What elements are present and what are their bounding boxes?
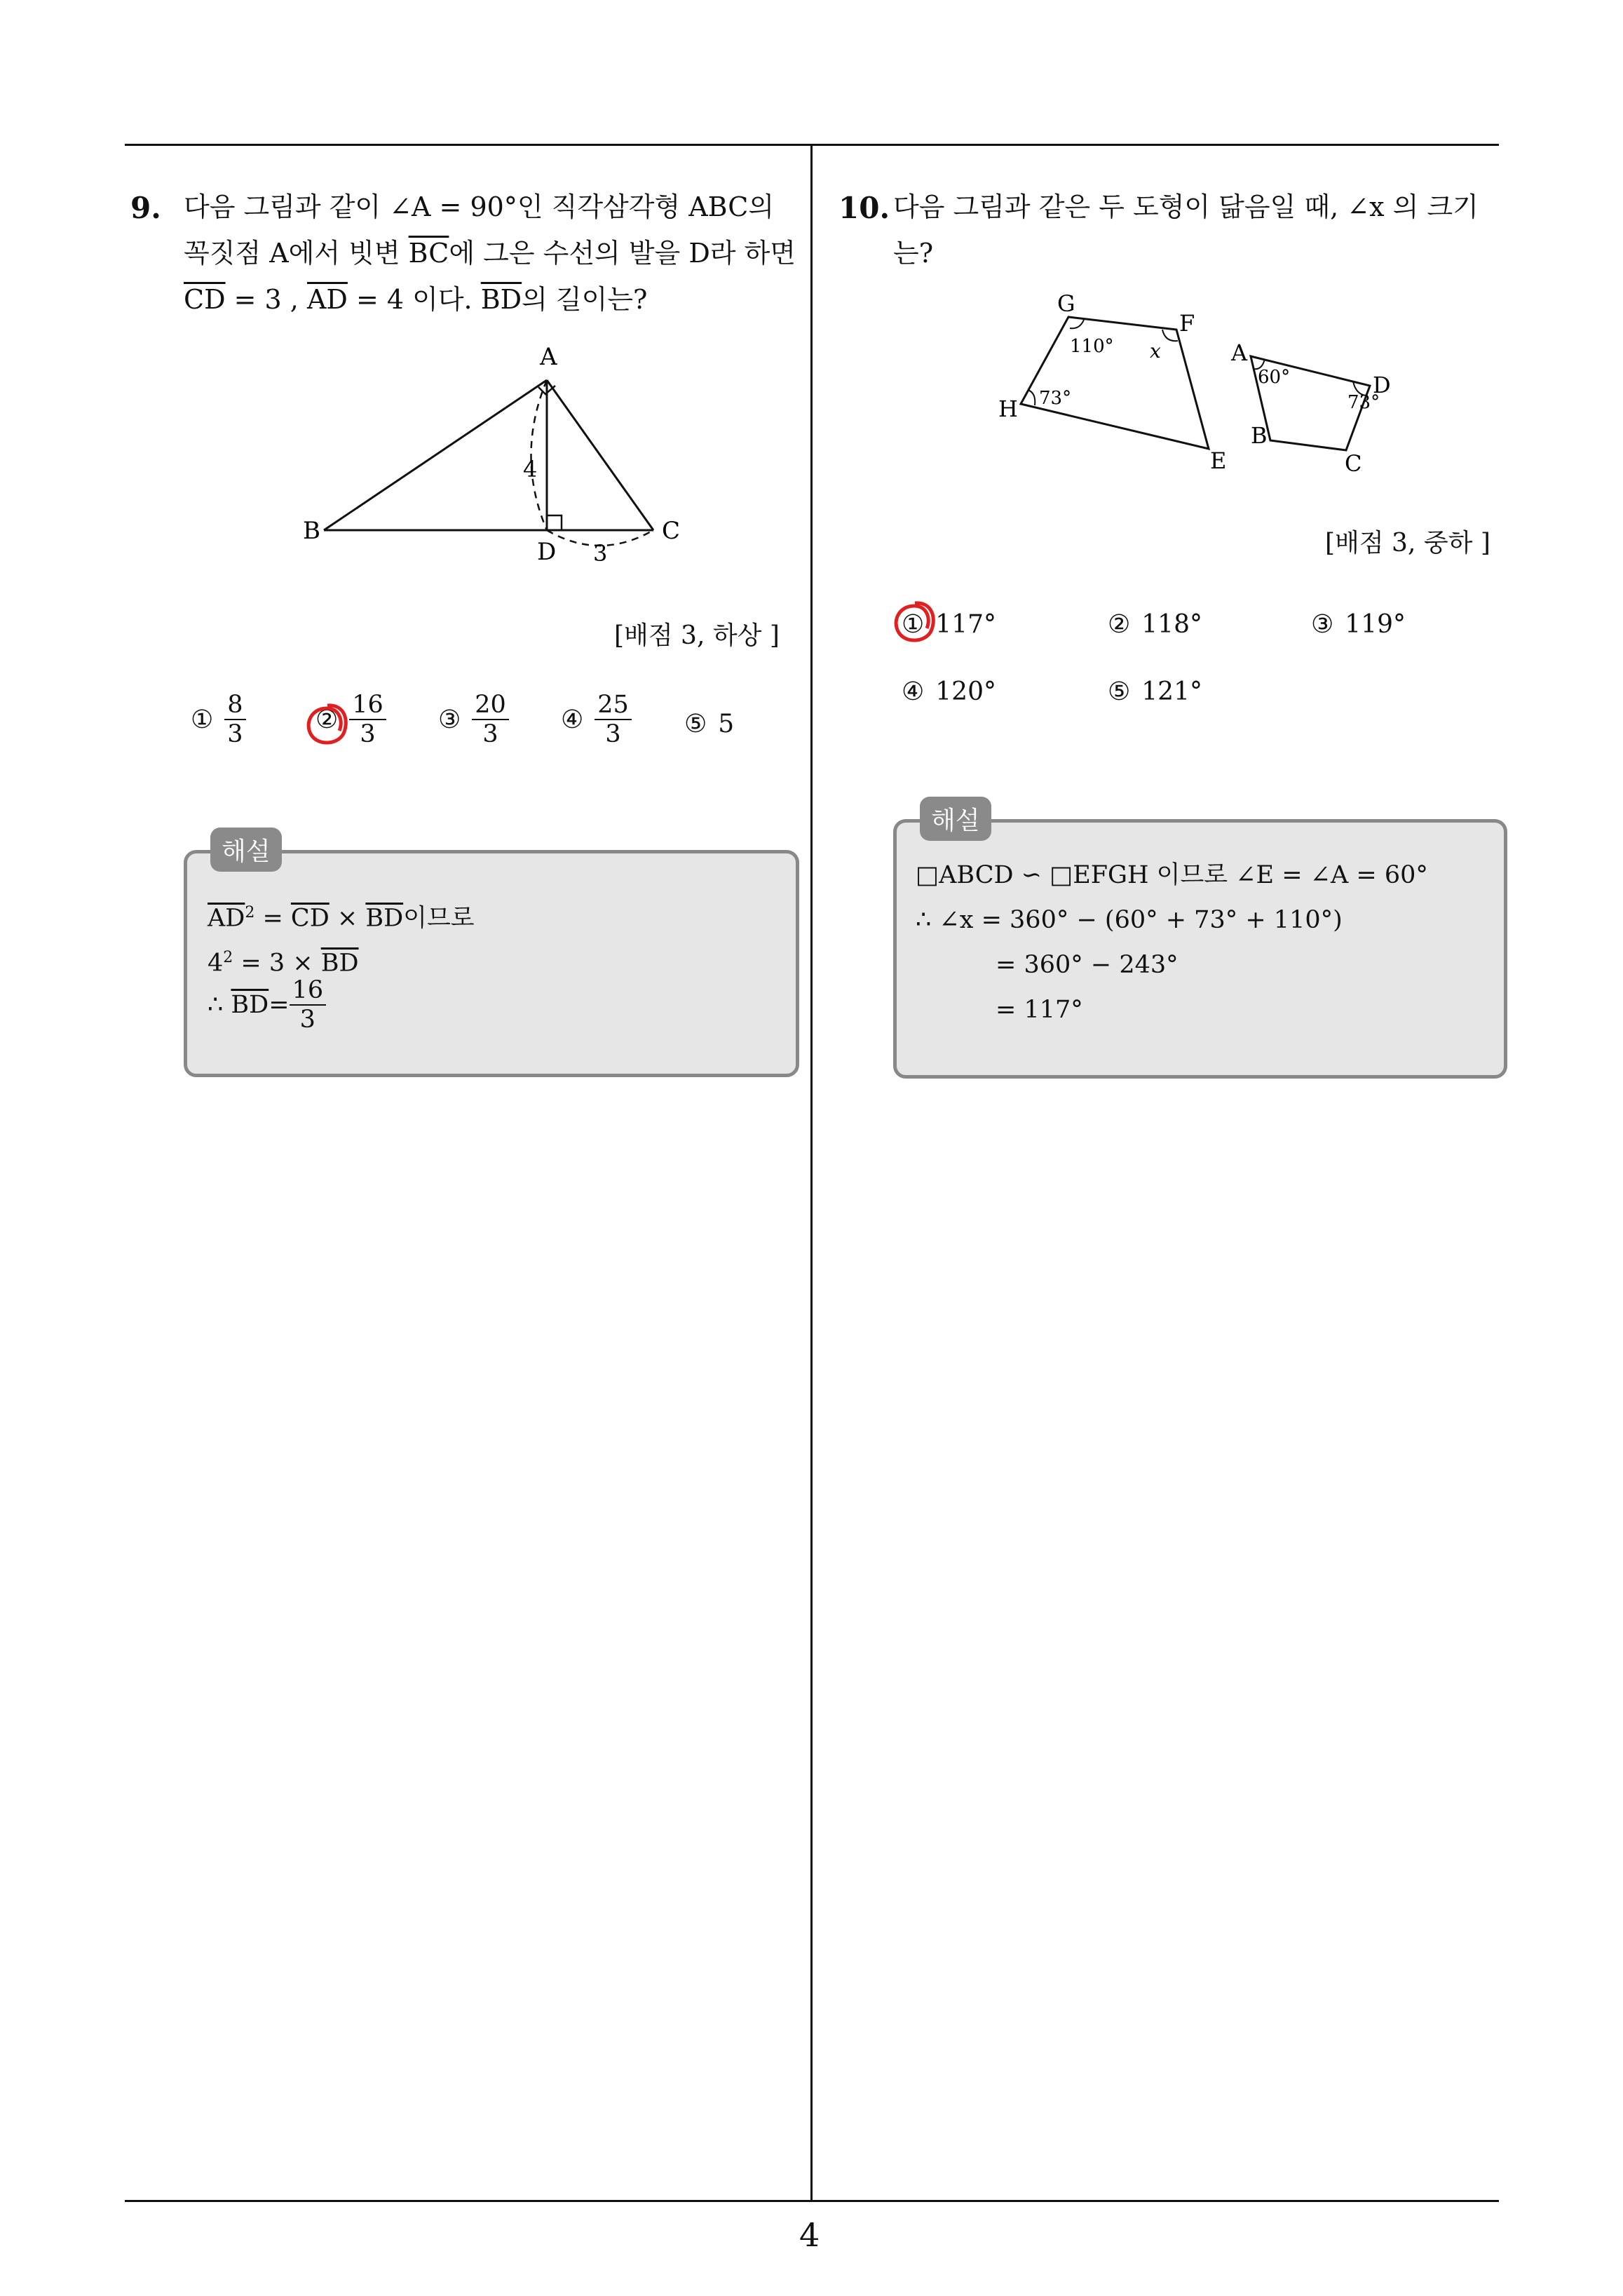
frac-den: 3 <box>605 720 621 748</box>
q9-line3 <box>184 276 801 323</box>
column-divider <box>810 144 813 2202</box>
q9-question <box>184 184 801 323</box>
choice-mark: ⑤ <box>684 710 707 738</box>
label-angle-h: 73° <box>1039 388 1072 409</box>
q9-choice-5[interactable] <box>684 710 734 738</box>
label-b: B <box>303 517 320 545</box>
choice-value: 5 <box>718 710 735 738</box>
q10-solution-tag: 해설 <box>920 797 991 841</box>
q9-solution-line3 <box>208 976 326 1034</box>
q9-answer-circle-mark <box>303 700 352 749</box>
q9-line2 <box>184 230 801 276</box>
label-e: E <box>1210 447 1227 474</box>
sol-bd: $\overline{BD}$ <box>231 991 269 1019</box>
q9-line3-c: 의 길이는? <box>522 284 648 315</box>
side-ac <box>547 380 653 530</box>
choice-mark: ② <box>315 705 339 734</box>
frac-num: 20 <box>472 691 509 720</box>
q9-choice-3[interactable] <box>438 691 509 748</box>
label-angle-d: 73° <box>1347 392 1380 413</box>
label-d: D <box>537 538 557 566</box>
sol-therefore: ∴ <box>208 991 224 1019</box>
frac-num: 8 <box>224 691 245 720</box>
frac-den: 3 <box>227 720 243 748</box>
q9-score: [배점 3, 하상 ] <box>614 621 780 650</box>
q9-line1 <box>184 184 801 230</box>
q10-quadrilaterals-figure <box>982 288 1430 484</box>
sol-ad: $\overline{AD}$ <box>208 904 245 933</box>
choice-mark: ③ <box>438 705 461 734</box>
label-c: C <box>662 517 681 545</box>
choice-frac <box>224 691 245 748</box>
label-d: D <box>1373 372 1391 398</box>
label-ad-len: 4 <box>523 456 538 482</box>
q10-choice-2[interactable] <box>1108 610 1202 639</box>
q9-line3-a: = 3 , <box>225 284 307 315</box>
q9-triangle-figure <box>280 337 715 575</box>
q10-solution-line2: ∴ ∠x = 360° − (60° + 73° + 110°) <box>916 906 1343 934</box>
sol-eq: = <box>269 991 290 1019</box>
label-f: F <box>1179 310 1195 337</box>
q9-solution-tag: 해설 <box>210 828 282 872</box>
q9-cd: $\overline{CD}$ <box>184 284 226 315</box>
sol-mid: = 3 × <box>233 949 321 978</box>
choice-mark: ④ <box>902 677 925 706</box>
arc-g <box>1070 320 1084 328</box>
choice-mark: ① <box>902 610 925 639</box>
q9-number: 9. <box>130 191 161 225</box>
q9-line2-b: 에 그은 수선의 발을 D라 하면 <box>449 238 796 269</box>
choice-frac <box>349 691 386 748</box>
sol-bd: $\overline{BD}$ <box>365 904 404 933</box>
frac-num: 25 <box>595 691 632 720</box>
choice-frac <box>595 691 632 748</box>
label-angle-g: 110° <box>1070 336 1114 357</box>
choice-mark: ② <box>1108 610 1131 639</box>
q9-choice-4[interactable] <box>561 691 632 748</box>
sol-end: 이므로 <box>403 904 475 933</box>
q10-solution-line3: = 360° − 243° <box>996 951 1179 979</box>
choice-value: 118° <box>1141 610 1202 639</box>
frac-den: 3 <box>299 1006 315 1034</box>
label-c: C <box>1345 450 1362 477</box>
bottom-rule <box>125 2200 1499 2202</box>
q9-bc: $\overline{BC}$ <box>408 238 449 269</box>
choice-mark: ① <box>191 705 214 734</box>
label-h: H <box>998 396 1018 422</box>
sol-bd: $\overline{BD}$ <box>320 949 359 978</box>
label-a: A <box>540 343 557 371</box>
side-ab <box>324 380 547 530</box>
choice-value: 119° <box>1345 610 1406 639</box>
q10-choice-4[interactable] <box>902 677 996 706</box>
q10-solution-line1: □ABCD ∽ □EFGH 이므로 ∠E = ∠A = 60° <box>916 861 1428 889</box>
q9-line3-b: = 4 이다. <box>347 284 481 315</box>
quad-efgh <box>1021 317 1209 449</box>
frac-num: 16 <box>290 976 327 1006</box>
choice-frac <box>472 691 509 748</box>
label-b: B <box>1251 422 1268 449</box>
choice-value: 121° <box>1141 677 1202 706</box>
label-angle-f: x <box>1150 339 1161 363</box>
right-angle-d <box>547 515 562 530</box>
q10-answer-circle-mark <box>890 597 939 647</box>
q10-number: 10. <box>838 191 890 225</box>
q10-choice-5[interactable] <box>1108 677 1202 706</box>
q9-line2-a: 꼭짓점 A에서 빗변 <box>184 238 409 269</box>
sol-sup: 2 <box>245 904 255 921</box>
frac-den: 3 <box>360 720 376 748</box>
page-number: 4 <box>799 2216 820 2254</box>
arc-h <box>1028 390 1035 405</box>
q9-bd: $\overline{BD}$ <box>480 284 522 315</box>
choice-mark: ③ <box>1311 610 1334 639</box>
q10-choice-3[interactable] <box>1311 610 1406 639</box>
q9-line1-text: 다음 그림과 같이 ∠A = 90°인 직각삼각형 ABC의 <box>184 191 775 222</box>
choice-mark: ④ <box>561 705 584 734</box>
arc-f <box>1162 330 1178 341</box>
frac-num: 16 <box>349 691 386 720</box>
ad-length-arc <box>531 380 548 530</box>
q10-score: [배점 3, 중하 ] <box>1325 529 1490 558</box>
q9-ad: $\overline{AD}$ <box>306 284 348 315</box>
sol-eq: = <box>254 904 291 933</box>
q10-question: 다음 그림과 같은 두 도형이 닮음일 때, ∠x 의 크기는? <box>893 191 1479 269</box>
q9-choice-1[interactable] <box>191 691 246 748</box>
sol-sup: 2 <box>223 949 233 966</box>
choice-value: 120° <box>935 677 996 706</box>
label-cd-len: 3 <box>593 540 608 567</box>
q9-solution-line1 <box>208 891 475 941</box>
choice-mark: ⑤ <box>1108 677 1131 706</box>
sol-cd: $\overline{CD}$ <box>290 904 330 933</box>
sol-times: × <box>329 904 366 933</box>
frac-den: 3 <box>482 720 498 748</box>
label-g: G <box>1057 290 1075 317</box>
choice-value: 117° <box>935 610 996 639</box>
sol-base: 4 <box>208 949 224 978</box>
label-a: A <box>1231 339 1248 366</box>
sol-frac <box>290 976 327 1034</box>
label-angle-a: 60° <box>1258 367 1291 388</box>
q10-solution-line4: = 117° <box>996 996 1083 1024</box>
